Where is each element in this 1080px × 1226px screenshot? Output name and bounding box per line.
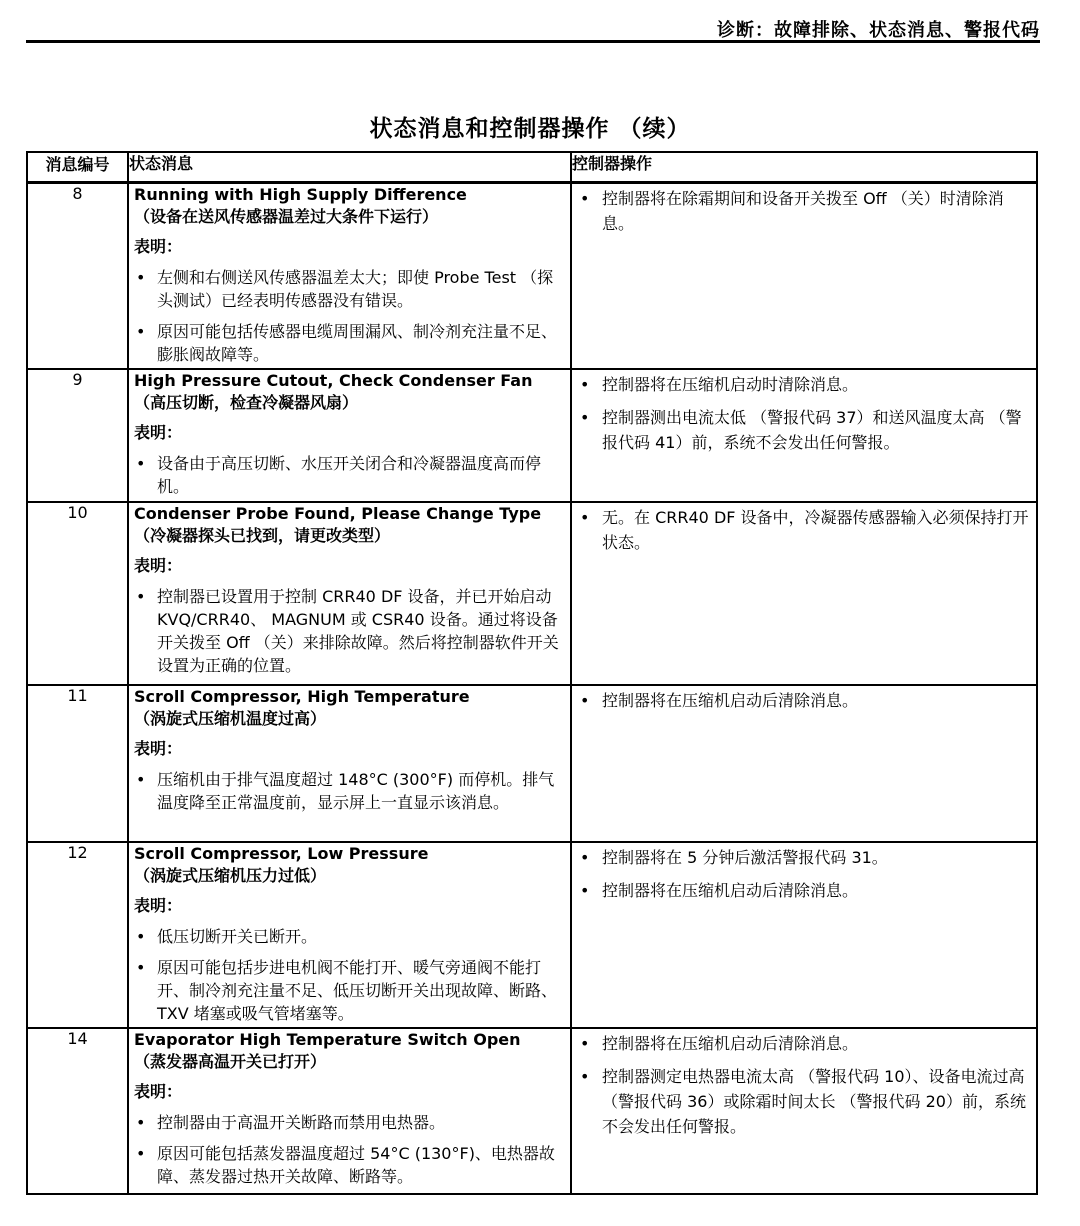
indication-label: 表明： — [134, 556, 183, 575]
action-text: 控制器将在 5 分钟后激活警报代码 31。 — [602, 848, 888, 867]
action-text: 控制器将在压缩机启动后清除消息。 — [602, 881, 859, 900]
controller-action-cell — [571, 502, 1037, 685]
indication-item — [134, 925, 566, 948]
message-number: 11 — [27, 685, 128, 842]
indication-item — [134, 768, 566, 814]
bullet-icon: • — [580, 1067, 590, 1086]
column-header-action: 控制器操作 — [571, 152, 1037, 183]
action-text: 控制器将在压缩机启动后清除消息。 — [602, 691, 859, 710]
status-message-subtitle: （冷凝器探头已找到，请更改类型） — [134, 526, 391, 545]
indication-text: 原因可能包括传感器电缆周围漏风、制冷剂充注量不足、膨胀阀故障等。 — [157, 322, 558, 364]
indication-label: 表明： — [134, 237, 183, 256]
status-message-subtitle: （蒸发器高温开关已打开） — [134, 1052, 327, 1071]
table-row — [27, 183, 1037, 370]
indication-item — [134, 1142, 566, 1188]
indication-item — [134, 956, 566, 1025]
status-message-title: Running with High Supply Difference — [134, 185, 467, 204]
controller-action-cell — [571, 842, 1037, 1028]
bullet-icon: • — [136, 454, 146, 473]
action-item — [578, 372, 1032, 397]
controller-action-cell — [571, 685, 1037, 842]
indication-text: 低压切断开关已断开。 — [157, 927, 318, 946]
controller-action-cell — [571, 183, 1037, 370]
message-number: 14 — [27, 1028, 128, 1194]
controller-action-cell — [571, 1028, 1037, 1194]
action-text: 控制器将在压缩机启动时清除消息。 — [602, 375, 859, 394]
action-item — [578, 878, 1032, 903]
table-row — [27, 502, 1037, 685]
bullet-icon: • — [580, 189, 590, 208]
indication-label: 表明： — [134, 1082, 183, 1101]
table-row — [27, 685, 1037, 842]
bullet-icon: • — [580, 848, 590, 867]
action-item — [578, 505, 1032, 555]
status-message-subtitle: （涡旋式压缩机压力过低） — [134, 866, 327, 885]
bullet-icon: • — [136, 1113, 146, 1132]
action-text: 控制器测定电热器电流太高 （警报代码 10）、设备电流过高 （警报代码 36）或除霜时间太长 （警报代码 20）前，系统不会发出任何警报。 — [602, 1067, 1026, 1136]
bullet-icon: • — [580, 1034, 590, 1053]
table-row — [27, 369, 1037, 502]
header-rule — [26, 40, 1040, 43]
bullet-icon: • — [136, 268, 146, 287]
indication-item — [134, 452, 566, 498]
status-message-title: Condenser Probe Found, Please Change Type — [134, 504, 542, 523]
indication-text: 压缩机由于排气温度超过 148°C (300°F) 而停机。排气温度降至正常温度前，显示屏上一直显示该消息。 — [157, 770, 555, 812]
page-title: 状态消息和控制器操作 （续） — [369, 116, 691, 142]
status-message-title: Scroll Compressor, High Temperature — [134, 687, 470, 706]
action-text: 无。在 CRR40 DF 设备中，冷凝器传感器输入必须保持打开状态。 — [602, 508, 1029, 552]
action-item — [578, 405, 1032, 455]
indication-item — [134, 320, 566, 366]
controller-action-cell — [571, 369, 1037, 502]
status-message-cell — [128, 369, 571, 502]
action-text: 控制器将在除霜期间和设备开关拨至 Off （关）时清除消息。 — [602, 189, 1004, 233]
status-message-table — [26, 151, 1038, 1195]
status-message-title: Scroll Compressor, Low Pressure — [134, 844, 429, 863]
bullet-icon: • — [580, 375, 590, 394]
table-row — [27, 1028, 1037, 1194]
status-message-title: High Pressure Cutout, Check Condenser Fan — [134, 371, 533, 390]
indication-label: 表明： — [134, 739, 183, 758]
column-header-status: 状态消息 — [128, 152, 571, 183]
action-item — [578, 1064, 1032, 1139]
bullet-icon: • — [136, 927, 146, 946]
column-header-number: 消息编号 — [27, 152, 128, 183]
bullet-icon: • — [580, 508, 590, 527]
bullet-icon: • — [136, 322, 146, 341]
action-item — [578, 688, 1032, 713]
bullet-icon: • — [580, 881, 590, 900]
action-item — [578, 1031, 1032, 1056]
indication-item — [134, 1111, 566, 1134]
indication-text: 控制器由于高温开关断路而禁用电热器。 — [157, 1113, 446, 1132]
bullet-icon: • — [136, 587, 146, 606]
table-header-row — [27, 152, 1037, 183]
table-row — [27, 842, 1037, 1028]
indication-item — [134, 266, 566, 312]
status-message-title: Evaporator High Temperature Switch Open — [134, 1030, 521, 1049]
status-message-subtitle: （涡旋式压缩机温度过高） — [134, 709, 327, 728]
indication-text: 设备由于高压切断、水压开关闭合和冷凝器温度高而停机。 — [157, 454, 542, 496]
header-title: 诊断：故障排除、状态消息、警报代码 — [717, 20, 1040, 41]
action-item — [578, 186, 1032, 236]
indication-item — [134, 585, 566, 677]
message-number: 8 — [27, 183, 128, 370]
indication-text: 左侧和右侧送风传感器温差太大；即使 Probe Test （探头测试）已经表明传感器没有错误。 — [157, 268, 554, 310]
status-message-subtitle: （高压切断，检查冷凝器风扇） — [134, 393, 359, 412]
message-number: 12 — [27, 842, 128, 1028]
status-message-subtitle: （设备在送风传感器温差过大条件下运行） — [134, 207, 439, 226]
bullet-icon: • — [136, 958, 146, 977]
action-text: 控制器将在压缩机启动后清除消息。 — [602, 1034, 859, 1053]
status-message-cell — [128, 1028, 571, 1194]
action-item — [578, 845, 1032, 870]
indication-text: 原因可能包括蒸发器温度超过 54°C (130°F)、电热器故障、蒸发器过热开关故障、断路等。 — [157, 1144, 555, 1186]
status-message-cell — [128, 183, 571, 370]
indication-text: 控制器已设置用于控制 CRR40 DF 设备，并已开始启动 KVQ/CRR40、 MAGNUM 或 CSR40 设备。通过将设备开关拨至 Off （关）来排除故障。然后将控制器软件开关设置为正确的位置。 — [157, 587, 559, 675]
bullet-icon: • — [136, 1144, 146, 1163]
action-text: 控制器测出电流太低 （警报代码 37）和送风温度太高 （警报代码 41）前，系统不会发出任何警报。 — [602, 408, 1022, 452]
bullet-icon: • — [136, 770, 146, 789]
indication-label: 表明： — [134, 423, 183, 442]
indication-text: 原因可能包括步进电机阀不能打开、暖气旁通阀不能打开、制冷剂充注量不足、低压切断开关出现故障、断路、 TXV 堵塞或吸气管堵塞等。 — [157, 958, 558, 1023]
status-message-cell — [128, 502, 571, 685]
bullet-icon: • — [580, 691, 590, 710]
status-message-cell — [128, 685, 571, 842]
indication-label: 表明： — [134, 896, 183, 915]
status-message-cell — [128, 842, 571, 1028]
message-number: 9 — [27, 369, 128, 502]
message-number: 10 — [27, 502, 128, 685]
bullet-icon: • — [580, 408, 590, 427]
